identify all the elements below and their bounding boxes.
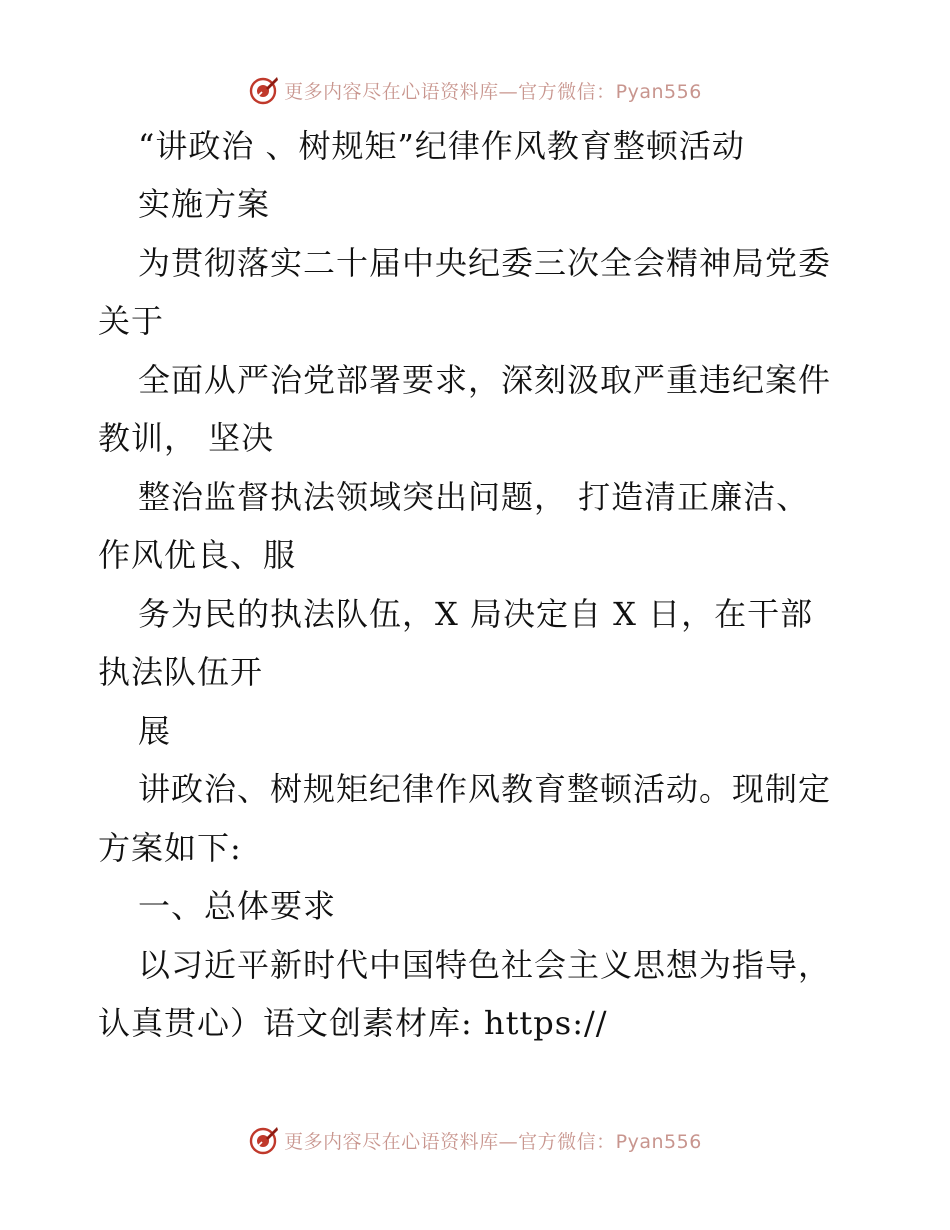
watermark-text: 更多内容尽在心语资料库—官方微信： bbox=[284, 80, 616, 103]
watermark-handle: Pyan556 bbox=[615, 1130, 702, 1153]
text-line: 整治监督执法领域突出问题， 打造清正廉洁、 bbox=[138, 478, 810, 516]
text-line: 以习近平新时代中国特色社会主义思想为指导， bbox=[138, 946, 832, 984]
watermark-handle: Pyan556 bbox=[615, 80, 702, 103]
section-heading: 一、总体要求 bbox=[138, 887, 337, 925]
text-line: 关于 bbox=[98, 302, 165, 340]
text-line: 认真贯心）语文创素材库: https:// bbox=[98, 1004, 608, 1042]
quill-seal-icon bbox=[248, 1124, 280, 1156]
text-line: 全面从严治党部署要求，深刻汲取严重违纪案件 bbox=[138, 361, 832, 399]
text-line: 方案如下: bbox=[98, 829, 242, 867]
text-line: 作风优良、服 bbox=[98, 536, 297, 574]
watermark-text: 更多内容尽在心语资料库—官方微信： bbox=[284, 1130, 616, 1153]
text-line: 教训， 坚决 bbox=[98, 419, 275, 457]
text-line: 讲政治、树规矩纪律作风教育整顿活动。现制定 bbox=[138, 770, 832, 808]
text-line: 展 bbox=[138, 712, 172, 750]
text-line: 为贯彻落实二十届中央纪委三次全会精神局党委 bbox=[138, 244, 832, 282]
footer-watermark bbox=[0, 1120, 950, 1160]
text-line: 执法队伍开 bbox=[98, 653, 264, 691]
text-line: 实施方案 bbox=[138, 185, 271, 223]
text-line: 务为民的执法队伍，X 局决定自 X 日，在干部 bbox=[138, 595, 814, 633]
document-title: “讲政治 、树规矩”纪律作风教育整顿活动 bbox=[138, 127, 745, 165]
